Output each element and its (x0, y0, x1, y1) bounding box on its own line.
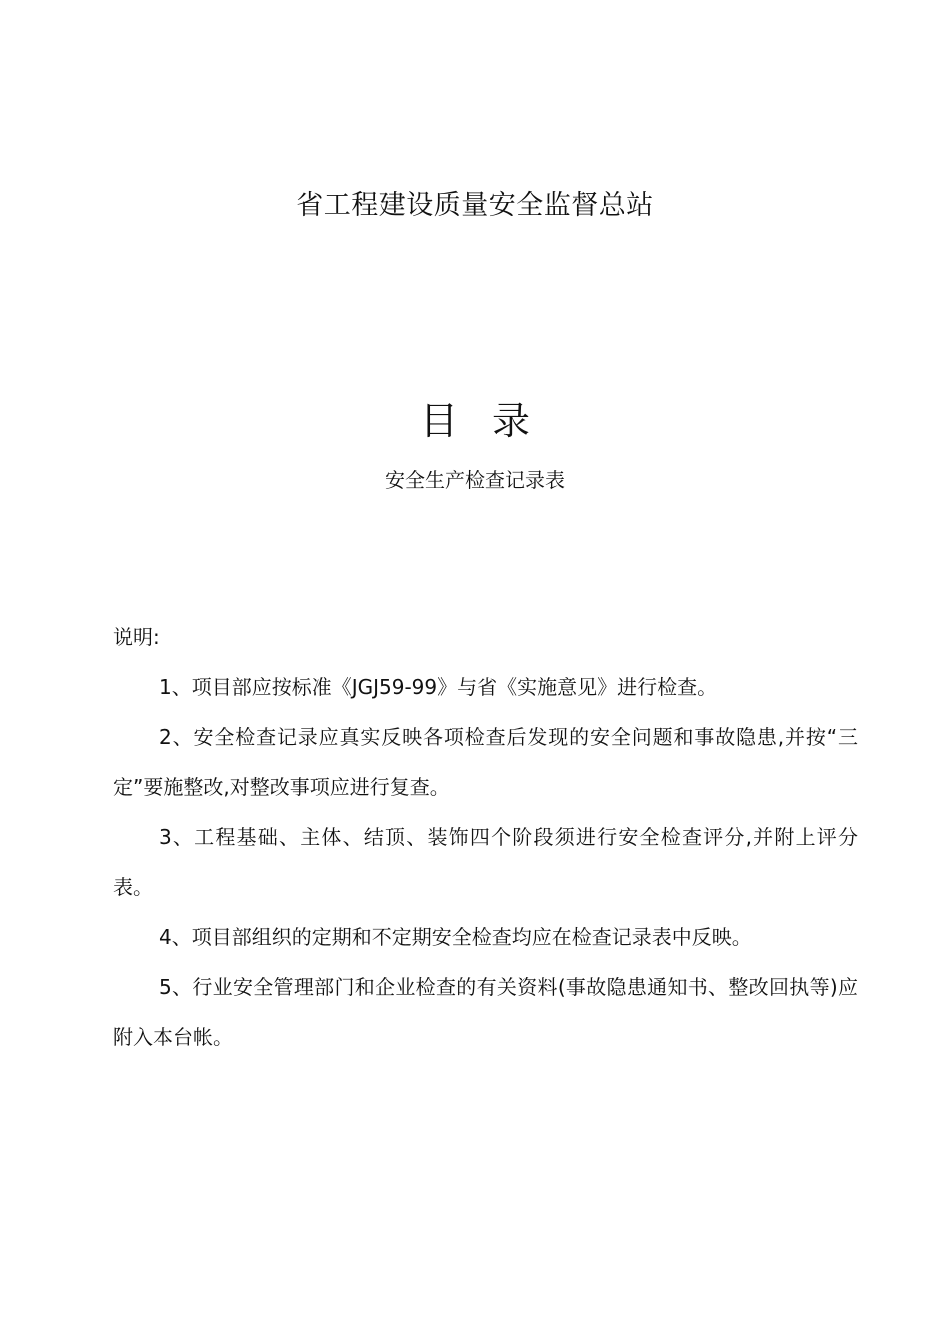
organization-title: 省工程建设质量安全监督总站 (296, 190, 654, 221)
notes-section (113, 612, 858, 1062)
note-item-2: 2、安全检查记录应真实反映各项检查后发现的安全问题和事故隐患,并按“三定”要施整改,对整改事项应进行复查。 (113, 725, 858, 799)
toc-title-char-2: 录 (492, 399, 531, 443)
note-item-1: 1、项目部应按标准《JGJ59-99》与省《实施意见》进行检查。 (159, 675, 718, 699)
toc-item: 安全生产检查记录表 (385, 468, 565, 492)
toc-title-char-1: 目 (419, 399, 458, 443)
note-item-5: 5、行业安全管理部门和企业检查的有关资料(事故隐患通知书、整改回执等)应附入本台帐。 (113, 975, 858, 1049)
note-item-4: 4、项目部组织的定期和不定期安全检查均应在检查记录表中反映。 (159, 925, 752, 949)
toc-title (0, 396, 950, 446)
notes-heading: 说明: (113, 625, 160, 649)
note-item-3: 3、工程基础、主体、结顶、装饰四个阶段须进行安全检查评分,并附上评分表。 (113, 825, 858, 899)
